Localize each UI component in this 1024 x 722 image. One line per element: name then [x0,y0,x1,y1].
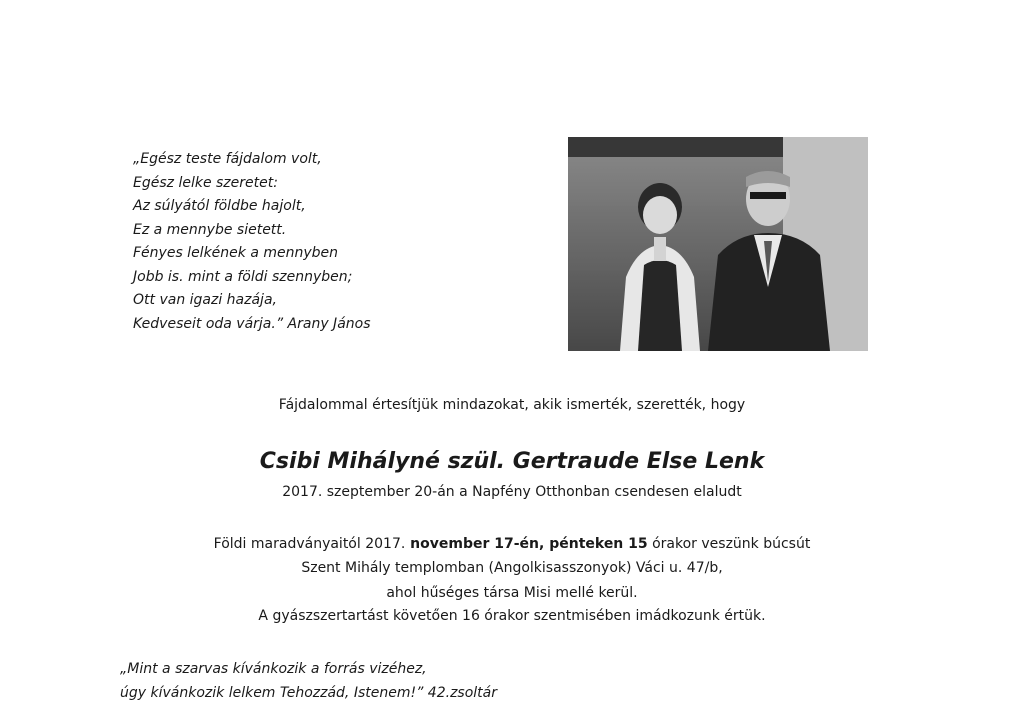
poem-line: Kedveseit oda várja.” Arany János [133,315,371,332]
funeral-line-4: A gyászszertartást követően 16 órakor szentmisében imádkozunk értük. [258,608,766,624]
poem-line: Az súlyától földbe hajolt, [133,198,306,214]
psalm-line: úgy kívánkozik lelkem Tehozzád, Istenem!” 42.zsoltár [120,685,497,701]
psalm-line: „Mint a szarvas kívánkozik a forrás vizéhez, [120,661,427,677]
funeral-date-emphasis: november 17-én, pénteken 15 [405,536,648,552]
couple-photo-image [568,137,868,351]
poem-block [133,148,463,336]
psalm-quote [120,657,640,705]
funeral-line-3: ahol hűséges társa Misi mellé kerül. [386,585,638,601]
poem-line: Ott van igazi hazája, [133,292,277,308]
poem-line: Fényes lelkének a mennyben [133,245,339,261]
poem-line: Egész lelke szeretet: [133,174,278,191]
death-statement: 2017. szeptember 20-án a Napfény Otthonban csendesen elaludt [282,484,742,500]
funeral-line-1 [0,536,1024,552]
poem-line: Jobb is. mint a földi szennyben; [133,268,353,285]
poem-line: „Egész teste fájdalom volt, [133,151,322,167]
couple-photo [568,137,868,351]
funeral-line-1-start: Földi maradványaitól 2017. [213,536,406,552]
funeral-line-2: Szent Mihály templomban (Angolkisasszonyok) Váci u. 47/b, [301,560,723,576]
deceased-name: Csibi Mihályné szül. Gertraude Else Lenk [259,449,765,474]
poem-line: Ez a mennybe sietett. [133,221,287,238]
funeral-line-1-end: órakor veszünk búcsút [647,536,811,552]
notice-intro: Fájdalommal értesítjük mindazokat, akik ismerték, szerették, hogy [278,397,746,413]
